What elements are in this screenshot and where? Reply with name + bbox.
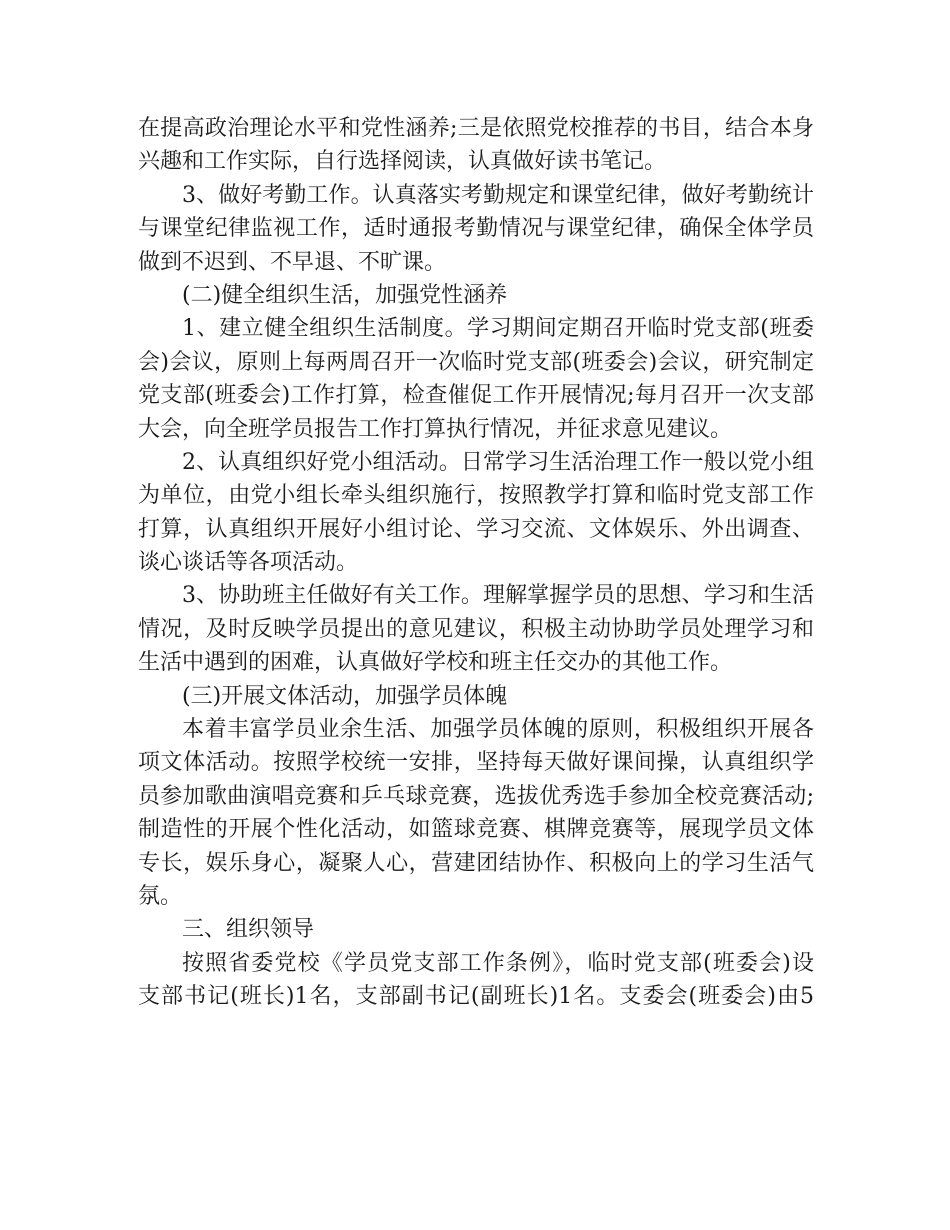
text-line: 兴趣和工作实际，自行选择阅读，认真做好读书笔记。 bbox=[138, 149, 667, 175]
text-line: 支部书记(班长)1名，支部副书记(副班长)1名。支委会(班委会)由5 bbox=[138, 984, 814, 1010]
text-line: 项文体活动。按照学校统一安排，坚持每天做好课间操，认真组织学 bbox=[138, 750, 814, 776]
text-line: 在提高政治理论水平和党性涵养;三是依照党校推荐的书目，结合本身 bbox=[138, 116, 814, 141]
text-line: 生活中遇到的困难，认真做好学校和班主任交办的其他工作。 bbox=[138, 650, 733, 676]
text-line: 做到不迟到、不早退、不旷课。 bbox=[138, 249, 447, 275]
text-line: 氛。 bbox=[138, 883, 183, 909]
text-line: 会)会议，原则上每两周召开一次临时党支部(班委会)会议，研究制定 bbox=[138, 349, 814, 375]
text-line: 制造性的开展个性化活动，如篮球竞赛、棋牌竞赛等，展现学员文体 bbox=[138, 817, 814, 843]
text-line: 员参加歌曲演唱竞赛和乒乓球竞赛，选拔优秀选手参加全校竞赛活动; bbox=[138, 783, 814, 809]
text-line: 打算，认真组织开展好小组讨论、学习交流、文体娱乐、外出调查、 bbox=[138, 516, 814, 542]
text-line: 3、做好考勤工作。认真落实考勤规定和课堂纪律，做好考勤统计 bbox=[182, 182, 814, 208]
text-line: 三、组织领导 bbox=[182, 917, 315, 943]
text-line: 本着丰富学员业余生活、加强学员体魄的原则，积极组织开展各 bbox=[182, 717, 814, 743]
text-line: 专长，娱乐身心，凝聚人心，营建团结协作、积极向上的学习生活气 bbox=[138, 850, 814, 876]
text-line: 1、建立健全组织生活制度。学习期间定期召开临时党支部(班委 bbox=[182, 316, 814, 342]
text-line: 按照省委党校《学员党支部工作条例》，临时党支部(班委会)设 bbox=[182, 950, 814, 976]
text-line: (三)开展文体活动，加强学员体魄 bbox=[182, 683, 508, 709]
text-line: 为单位，由党小组长牵头组织施行，按照教学打算和临时党支部工作 bbox=[138, 483, 814, 509]
text-line: 谈心谈话等各项活动。 bbox=[138, 550, 359, 576]
text-line: 与课堂纪律监视工作，适时通报考勤情况与课堂纪律，确保全体学员 bbox=[138, 216, 814, 242]
text-line: 2、认真组织好党小组活动。日常学习生活治理工作一般以党小组 bbox=[182, 449, 814, 475]
text-line: 3、协助班主任做好有关工作。理解掌握学员的思想、学习和生活 bbox=[182, 583, 814, 609]
text-line: 大会，向全班学员报告工作打算执行情况，并征求意见建议。 bbox=[138, 416, 733, 442]
text-line: (二)健全组织生活，加强党性涵养 bbox=[182, 282, 508, 308]
document-body bbox=[138, 112, 814, 1014]
text-line: 党支部(班委会)工作打算，检查催促工作开展情况;每月召开一次支部 bbox=[138, 383, 814, 409]
text-line: 情况，及时反映学员提出的意见建议，积极主动协助学员处理学习和 bbox=[138, 616, 814, 642]
